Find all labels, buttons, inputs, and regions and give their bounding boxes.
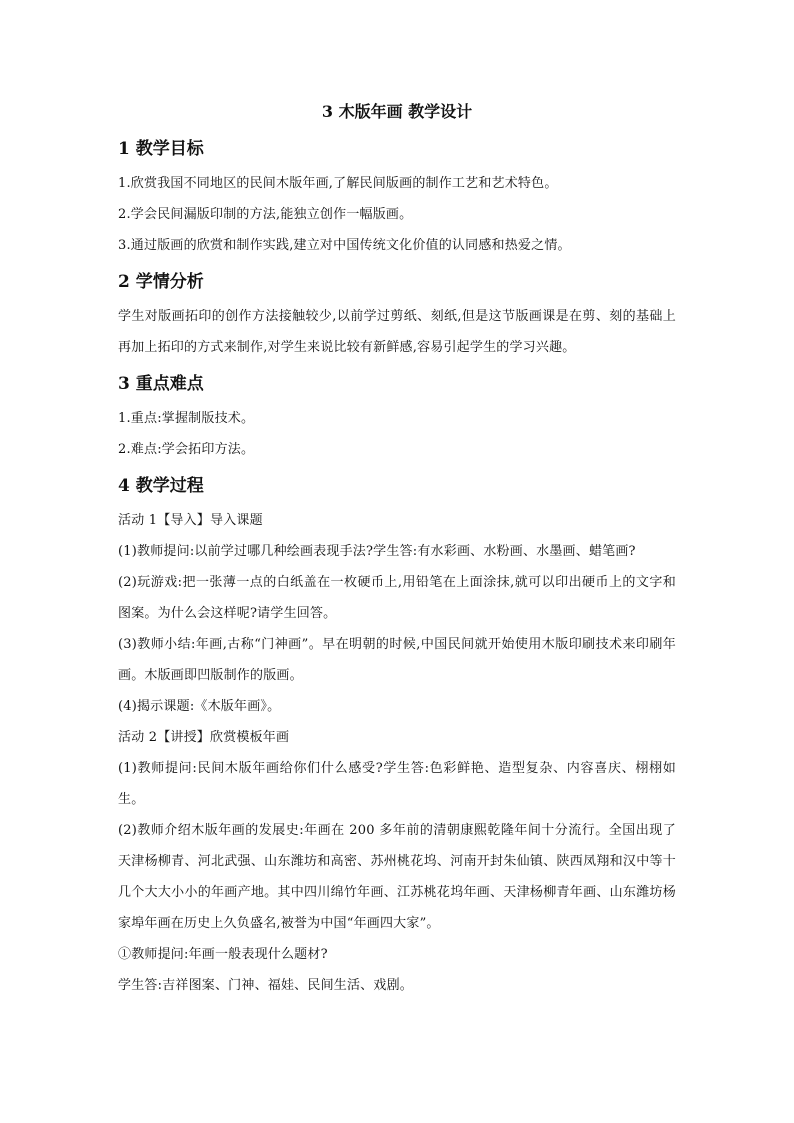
paragraph: 1.重点:掌握制版技术。 (118, 411, 255, 426)
section-heading: 1 教学目标 (118, 139, 204, 159)
section-teaching-goals (118, 136, 676, 261)
paragraph: 1.欣赏我国不同地区的民间木版年画,了解民间版画的制作工艺和艺术特色。 (118, 176, 558, 191)
paragraph: (2)教师介绍木版年画的发展史:年画在 200 多年前的清朝康熙乾隆年间十分流行。全国出现了天津杨柳青、河北武强、山东潍坊和高密、苏州桃花坞、河南开封朱仙镇、陕西凤翔和汉中等十几个大大小小的年画产地。其中四川绵竹年画、江苏桃花坞年画、天津杨柳青年画、山东潍坊杨家埠年画在历史上久负盛名,被誉为中国“年画四大家”。 (118, 823, 676, 931)
paragraph: (1)教师提问:以前学过哪几种绘画表现手法?学生答:有水彩画、水粉画、水墨画、蜡笔画? (118, 544, 636, 559)
paragraph: ①教师提问:年画一般表现什么题材? (118, 947, 328, 962)
section-heading: 2 学情分析 (118, 272, 204, 292)
document-page (118, 100, 676, 1001)
paragraph: 学生答:吉祥图案、门神、福娃、民间生活、戏剧。 (118, 978, 413, 993)
paragraph: (3)教师小结:年画,古称“门神画”。早在明朝的时候,中国民间就开始使用木版印刷技术来印刷年画。木版画即凹版制作的版画。 (118, 637, 676, 683)
paragraph: 3.通过版画的欣赏和制作实践,建立对中国传统文化价值的认同感和热爱之情。 (118, 238, 571, 253)
section-teaching-process (118, 473, 676, 1001)
section-heading: 3 重点难点 (118, 374, 204, 394)
section-student-analysis (118, 269, 676, 363)
paragraph: 活动 2【讲授】欣赏模板年画 (118, 730, 290, 745)
paragraph: 2.学会民间漏版印制的方法,能独立创作一幅版画。 (118, 207, 413, 222)
document-title: 3 木版年画 教学设计 (321, 102, 473, 121)
paragraph: (1)教师提问:民间木版年画给你们什么感受?学生答:色彩鲜艳、造型复杂、内容喜庆、栩栩如生。 (118, 761, 676, 807)
section-heading: 4 教学过程 (118, 476, 204, 496)
paragraph: 2.难点:学会拓印方法。 (118, 442, 255, 457)
paragraph: (4)揭示课题:《木版年画》。 (118, 699, 281, 714)
paragraph: 学生对版画拓印的创作方法接触较少,以前学过剪纸、刻纸,但是这节版画课是在剪、刻的基础上再加上拓印的方式来制作,对学生来说比较有新鲜感,容易引起学生的学习兴趣。 (118, 309, 676, 355)
paragraph: (2)玩游戏:把一张薄一点的白纸盖在一枚硬币上,用铅笔在上面涂抹,就可以印出硬币上的文字和图案。为什么会这样呢?请学生回答。 (118, 575, 676, 621)
paragraph: 活动 1【导入】导入课题 (118, 513, 263, 528)
section-key-points (118, 371, 676, 465)
